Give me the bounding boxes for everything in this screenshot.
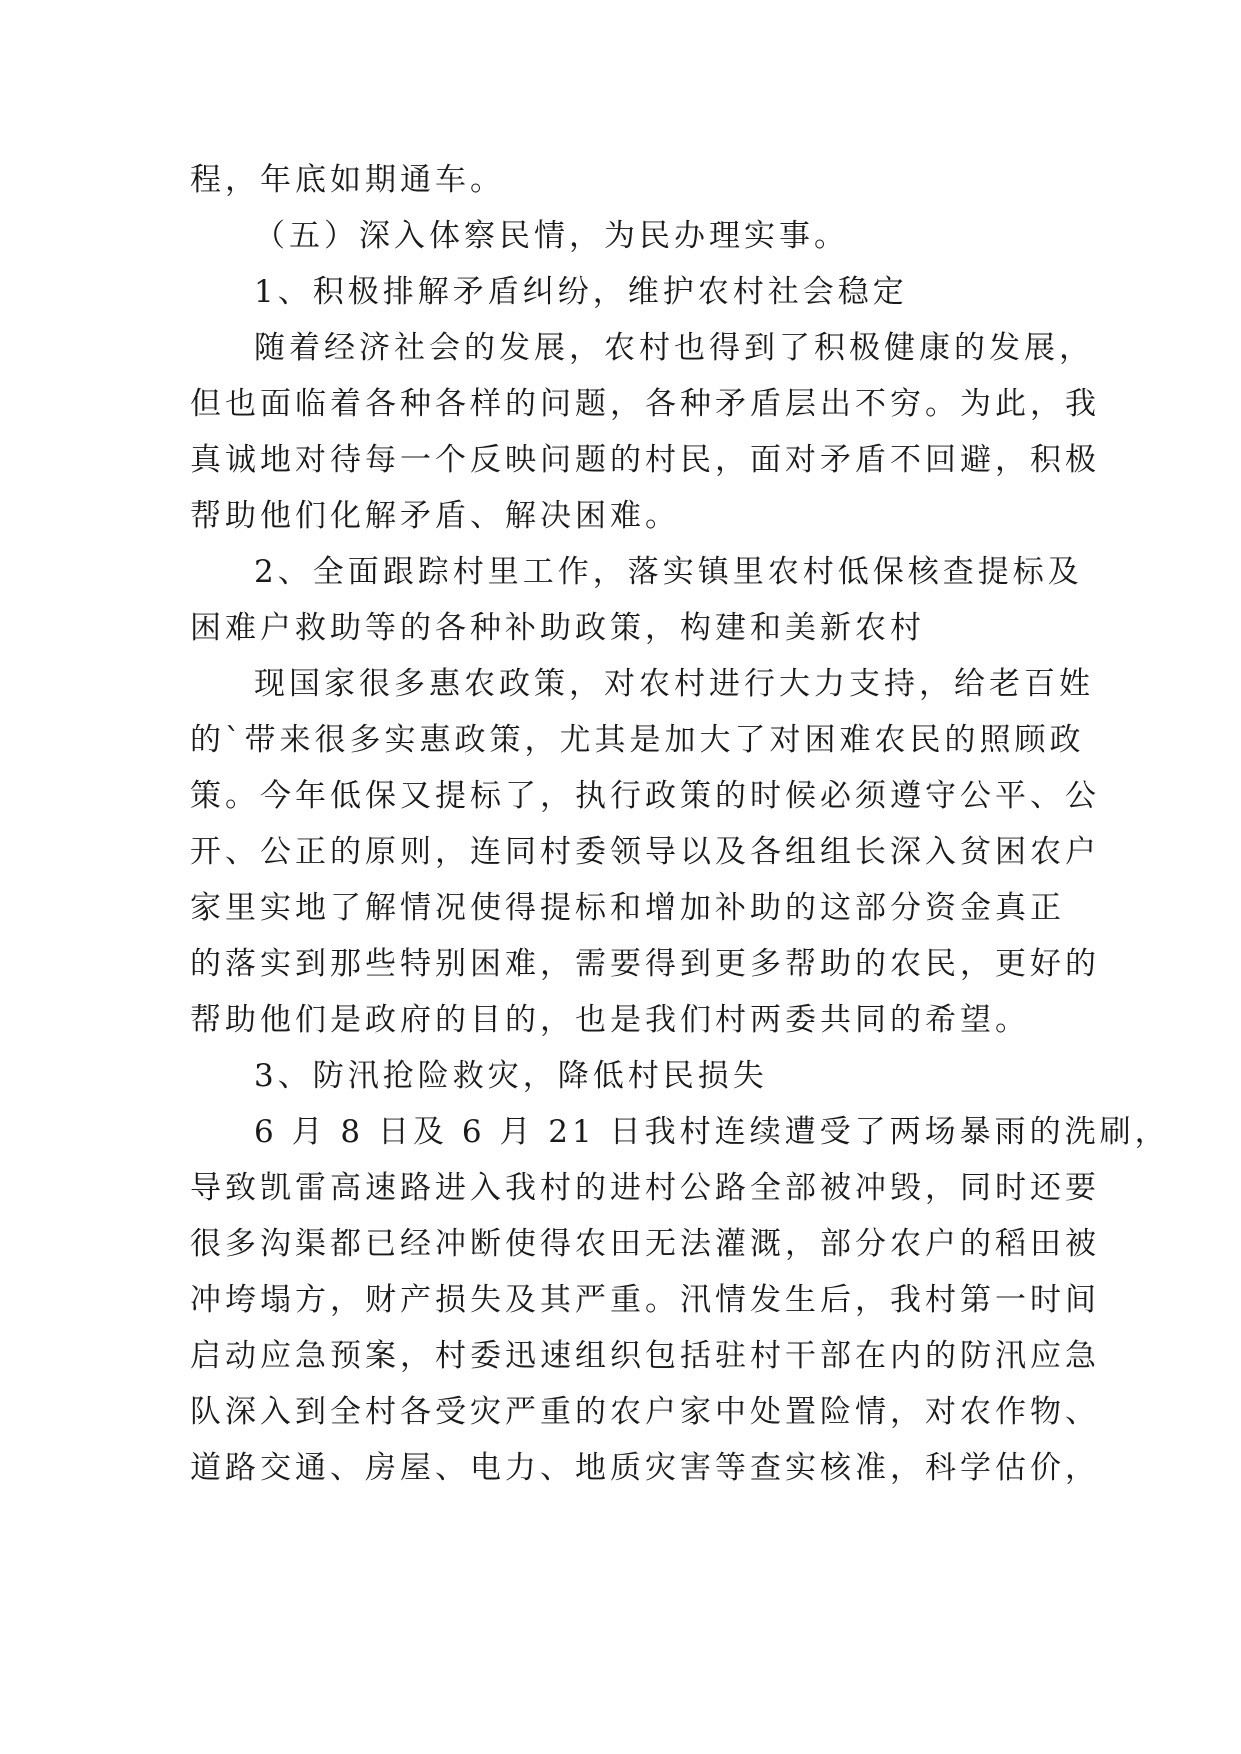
text-line: 困难户救助等的各种补助政策，构建和美新农村 [190,610,925,646]
text-line: 队深入到全村各受灾严重的农户家中处置险情，对农作物、 [190,1394,1100,1430]
text-line: 2、全面跟踪村里工作，落实镇里农村低保核查提标及 [254,554,1083,590]
text-line: 道路交通、房屋、电力、地质灾害等查实核准，科学估价， [190,1450,1100,1486]
text-line: 冲垮塌方，财产损失及其严重。汛情发生后，我村第一时间 [190,1282,1100,1318]
text-line: （五）深入体察民情，为民办理实事。 [254,218,849,254]
text-line: 6 月 8 日及 6 月 21 日我村连续遭受了两场暴雨的洗刷， [254,1114,1170,1150]
text-line: 程，年底如期通车。 [190,162,505,198]
text-line: 帮助他们化解矛盾、解决困难。 [190,498,680,534]
text-line: 很多沟渠都已经冲断使得农田无法灌溉，部分农户的稻田被 [190,1226,1100,1262]
text-line: 家里实地了解情况使得提标和增加补助的这部分资金真正 [190,890,1065,926]
text-line: 开、公正的原则，连同村委领导以及各组组长深入贫困农户 [190,834,1100,870]
text-line: 随着经济社会的发展，农村也得到了积极健康的发展， [254,330,1094,366]
text-line: 帮助他们是政府的目的，也是我们村两委共同的希望。 [190,1002,1030,1038]
text-line: 的落实到那些特别困难，需要得到更多帮助的农民，更好的 [190,946,1100,982]
text-line: 1、积极排解矛盾纠纷，维护农村社会稳定 [254,274,908,310]
text-line: 的`带来很多实惠政策，尤其是加大了对困难农民的照顾政 [190,722,1085,758]
body-text [190,152,1170,1496]
text-line: 真诚地对待每一个反映问题的村民，面对矛盾不回避，积极 [190,442,1100,478]
text-line: 3、防汛抢险救灾，降低村民损失 [254,1058,768,1094]
text-line: 导致凯雷高速路进入我村的进村公路全部被冲毁，同时还要 [190,1170,1100,1206]
text-line: 但也面临着各种各样的问题，各种矛盾层出不穷。为此，我 [190,386,1100,422]
text-line: 现国家很多惠农政策，对农村进行大力支持，给老百姓 [254,666,1094,702]
text-line: 策。今年低保又提标了，执行政策的时候必须遵守公平、公 [190,778,1100,814]
text-line: 启动应急预案，村委迅速组织包括驻村干部在内的防汛应急 [190,1338,1100,1374]
